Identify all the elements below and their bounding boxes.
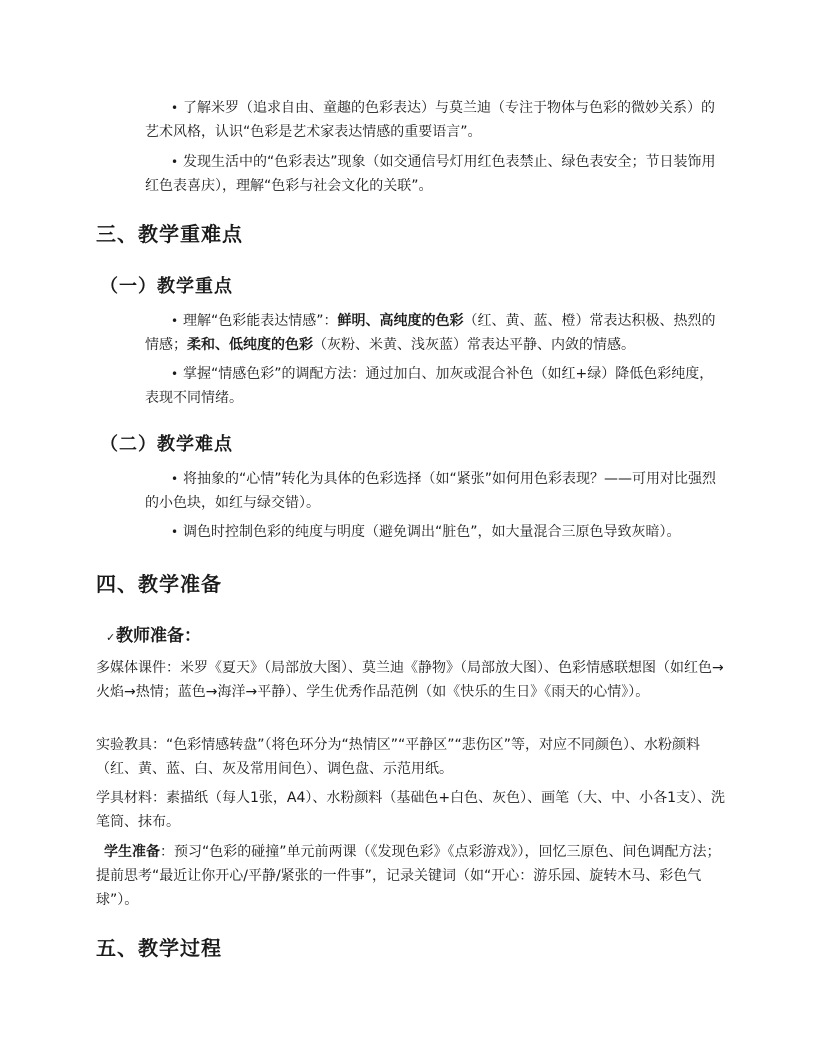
bullet-dot-icon: • [171,472,179,486]
paragraph: 学生准备：预习“色彩的碰撞”单元前两课（《发现色彩》《点彩游戏》），回忆三原色、间色调配方法；提前思考“最近让你开心/平静/紧张的一件事”，记录关键词（如“开心：游乐园、旋转木马、彩色气球”）。 [96,844,721,908]
paragraph: 多媒体课件：米罗《夏天》（局部放大图）、莫兰迪《静物》（局部放大图）、色彩情感联想图（如红色→火焰→热情；蓝色→海洋→平静）、学生优秀作品范例（如《快乐的生日》《雨天的心情》）。 [96,660,724,700]
list-item: • 发现生活中的“色彩表达”现象（如交通信号灯用红色表禁止、绿色表安全；节日装饰用红色表喜庆），理解“色彩与社会文化的关联”。 [145,150,725,198]
section-heading: 三、教学重难点 [96,222,243,246]
checkmark-icon: ✓ [106,631,116,644]
bullet-dot-icon: • [171,367,179,381]
list-item: • 掌握“情感色彩”的调配方法：通过加白、加灰或混合补色（如红+绿）降低色彩纯度，表现不同情绪。 [145,362,725,410]
subsection-heading: （二）教学难点 [100,434,233,455]
section-heading: 四、教学准备 [96,572,222,596]
list-item: • 调色时控制色彩的纯度与明度（避免调出“脏色”，如大量混合三原色导致灰暗）。 [145,520,725,544]
section-heading: 五、教学过程 [96,936,222,960]
list-item: • 理解“色彩能表达情感”：鲜明、高纯度的色彩（红、黄、蓝、橙）常表达积极、热烈的情感；柔和、低纯度的色彩（灰粉、米黄、浅灰蓝）常表达平静、内敛的情感。 [145,309,725,357]
paragraph: 实验教具：“色彩情感转盘”（将色环分为“热情区”“平静区”“悲伤区”等，对应不同颜色）、水粉颜料（红、黄、蓝、白、灰及常用间色）、调色盘、示范用纸。 [96,737,701,777]
list-item: • 了解米罗（追求自由、童趣的色彩表达）与莫兰迪（专注于物体与色彩的微妙关系）的艺术风格，认识“色彩是艺术家表达情感的重要语言”。 [145,96,725,144]
list-item: • 将抽象的“心情”转化为具体的色彩选择（如“紧张”如何用色彩表现？——可用对比强烈的小色块，如红与绿交错）。 [145,467,725,515]
bullet-dot-icon: • [171,155,179,169]
bullet-dot-icon: • [171,314,179,328]
bullet-dot-icon: • [171,525,179,539]
bullet-dot-icon: • [171,101,179,115]
paragraph: 学具材料：素描纸（每人1张，A4）、水粉颜料（基础色+白色、灰色）、画笔（大、中、小各1支）、洗笔筒、抹布。 [96,790,726,830]
subsection-heading: （一）教学重点 [100,276,233,297]
subsection-heading: ✓教师准备： [106,626,201,646]
